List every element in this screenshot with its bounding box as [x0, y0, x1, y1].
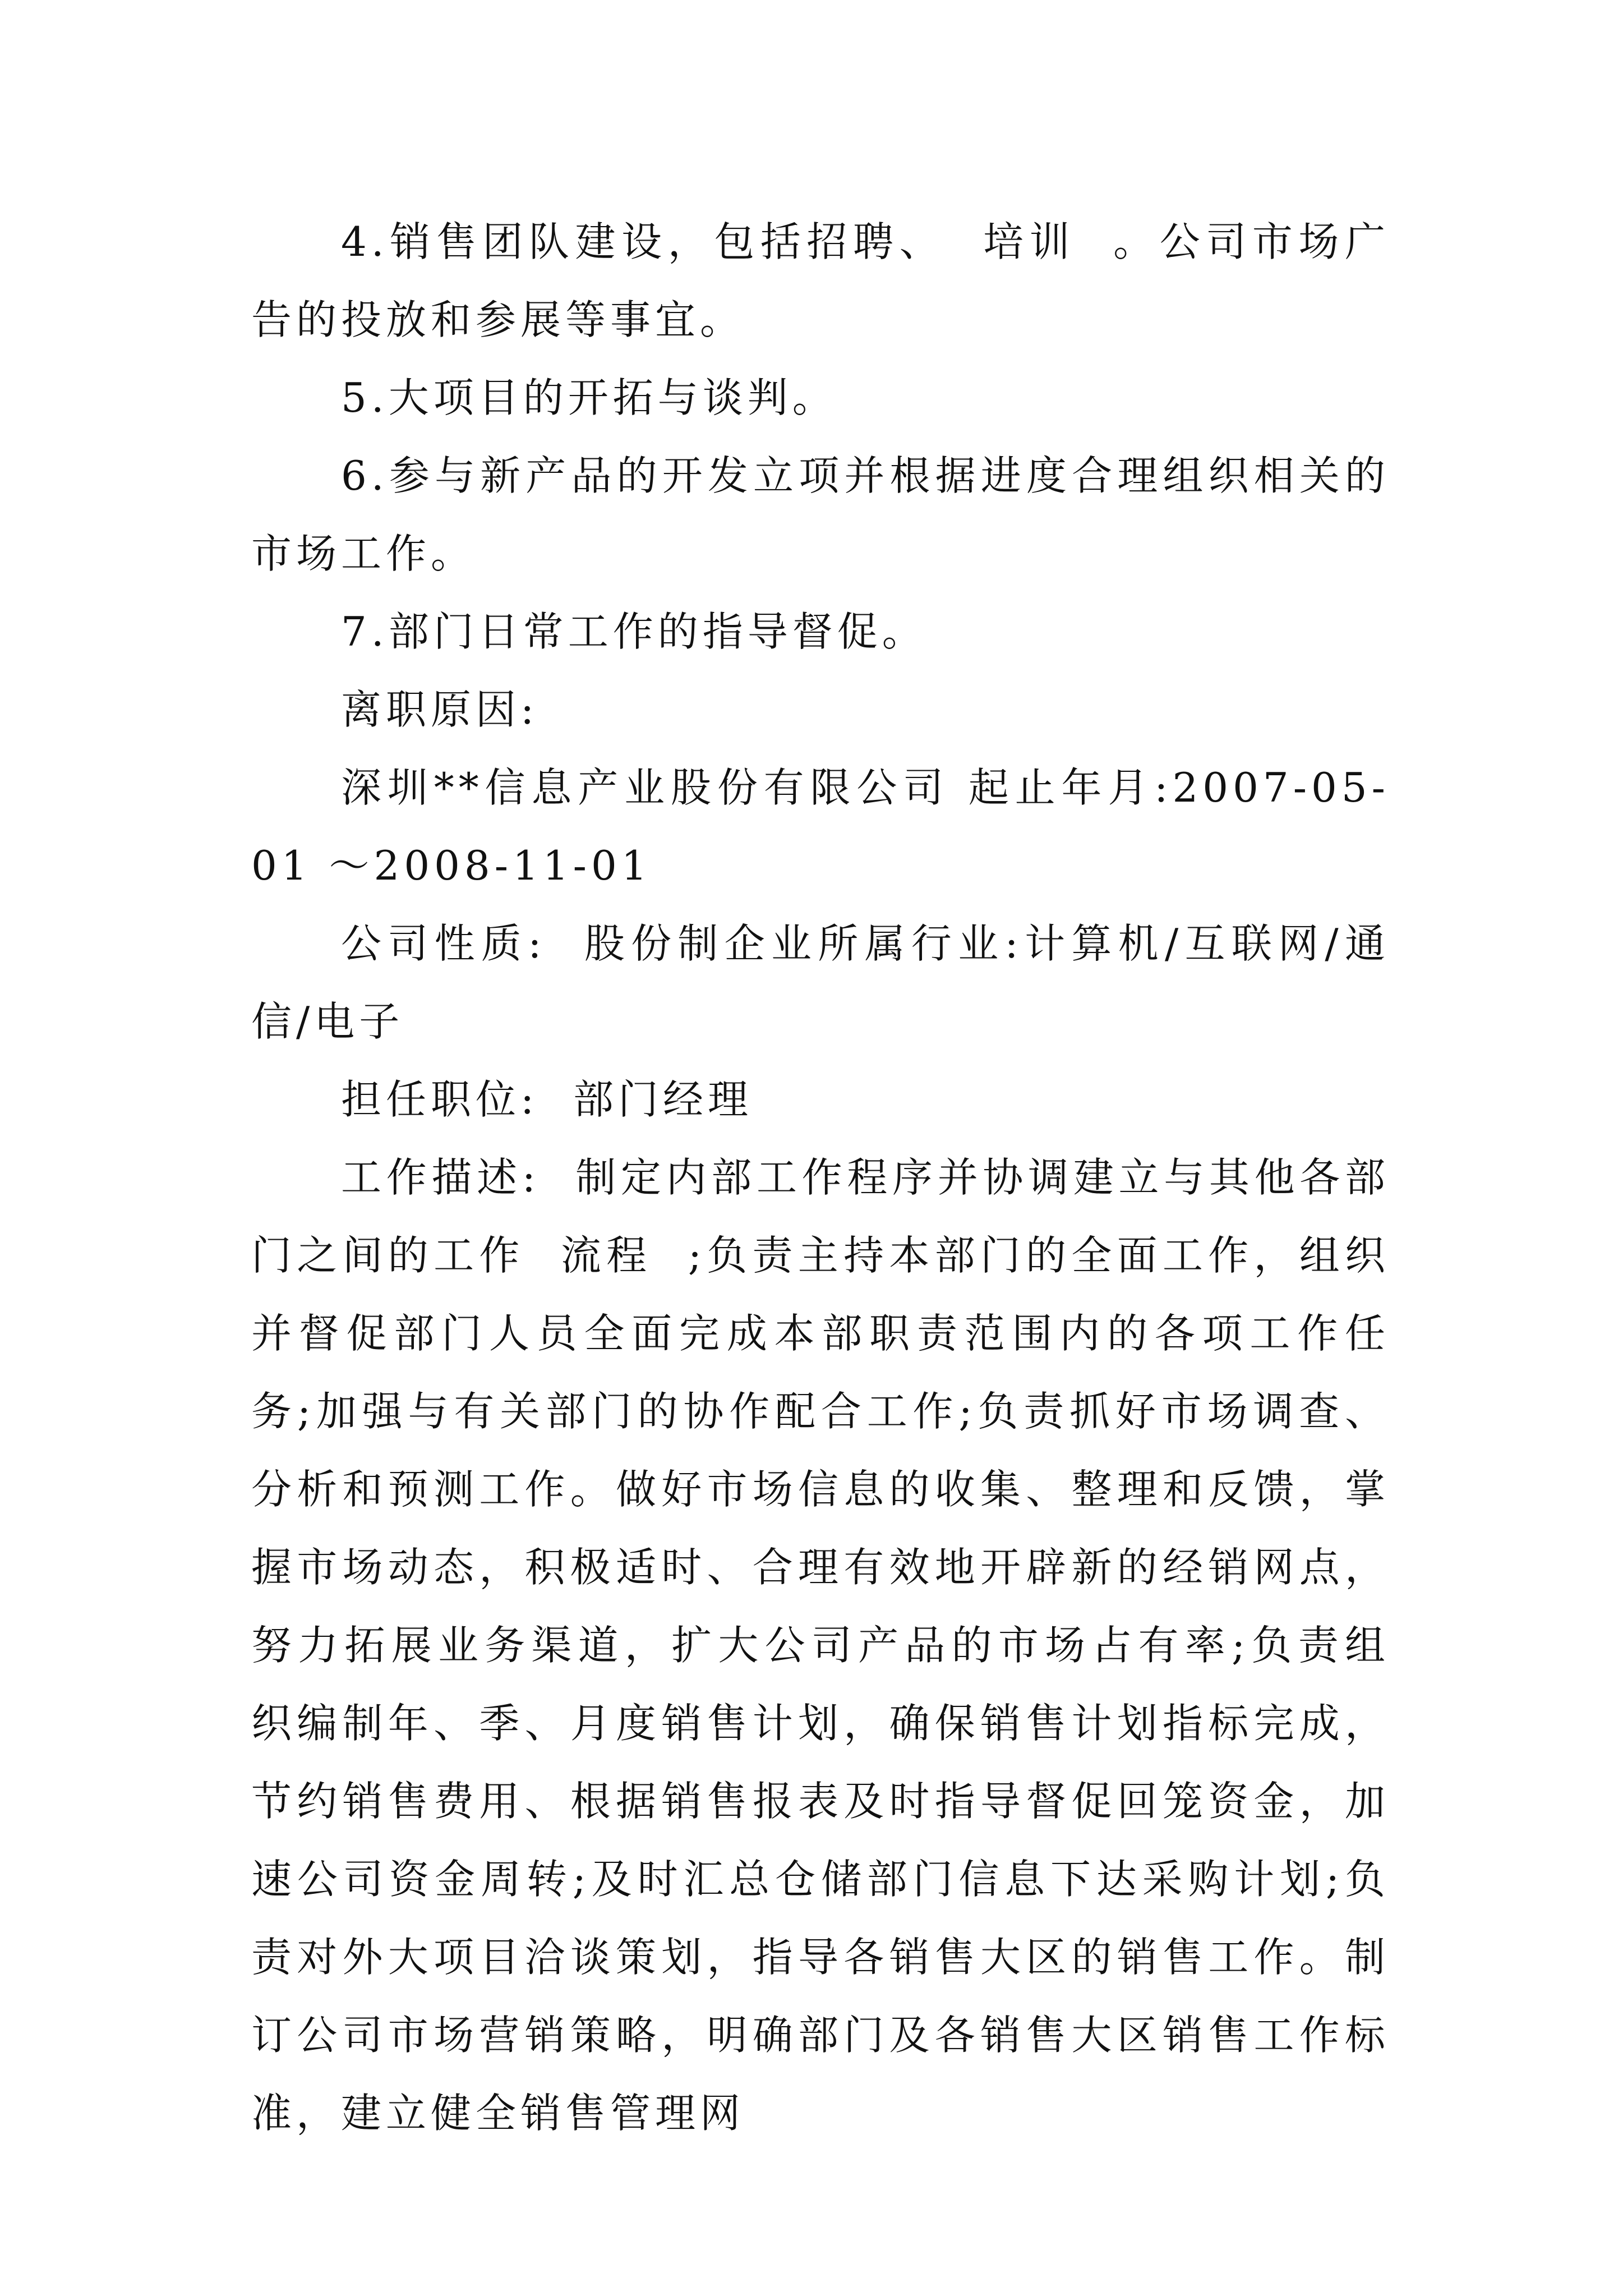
paragraph-item-4: 4.销售团队建设，包括招聘、 培训 。公司市场广告的投放和参展等事宜。: [251, 218, 1390, 343]
position-held: 担任职位: 部门经理: [341, 1076, 753, 1123]
job-description: 工作描述: 制定内部工作程序并协调建立与其他各部门之间的工作 流程 ;负责主持本部门的全面工作，组织并督促部门人员全面完成本部职责范围内的各项工作任务;加强与有关部门的协作配合工作;负责抓好市场调查、分析和预测工作。做好市场信息的收集、整理和反馈，掌握市场动态，积极适时、合理有效地开辟新的经销网点，努力拓展业务渠道，扩大公司产品的市场占有率;负责组织编制年、季、月度销售计划，确保销售计划指标完成，节约销售费用、根据销售报表及时指导督促回笼资金，加速公司资金周转;及时汇总仓储部门信息下达采购计划;负责对外大项目洽谈策划，指导各销售大区的销售工作。制订公司市场营销策略，明确部门及各销售大区销售工作标准，建立健全销售管理网: [251, 1154, 1390, 2137]
paragraph-item-6: 6.参与新产品的开发立项并根据进度合理组织相关的市场工作。: [251, 452, 1390, 577]
company-and-period: 深圳**信息产业股份有限公司 起止年月:2007-05-01 ～2008-11-01: [251, 764, 1390, 889]
company-nature-industry: 公司性质: 股份制企业所属行业:计算机/互联网/通信/电子: [251, 920, 1390, 1045]
document-body: [251, 203, 1390, 2152]
paragraph-item-7: 7.部门日常工作的指导督促。: [341, 608, 927, 655]
paragraph-item-5: 5.大项目的开拓与谈判。: [341, 374, 837, 421]
resignation-reason-label: 离职原因:: [341, 686, 539, 733]
